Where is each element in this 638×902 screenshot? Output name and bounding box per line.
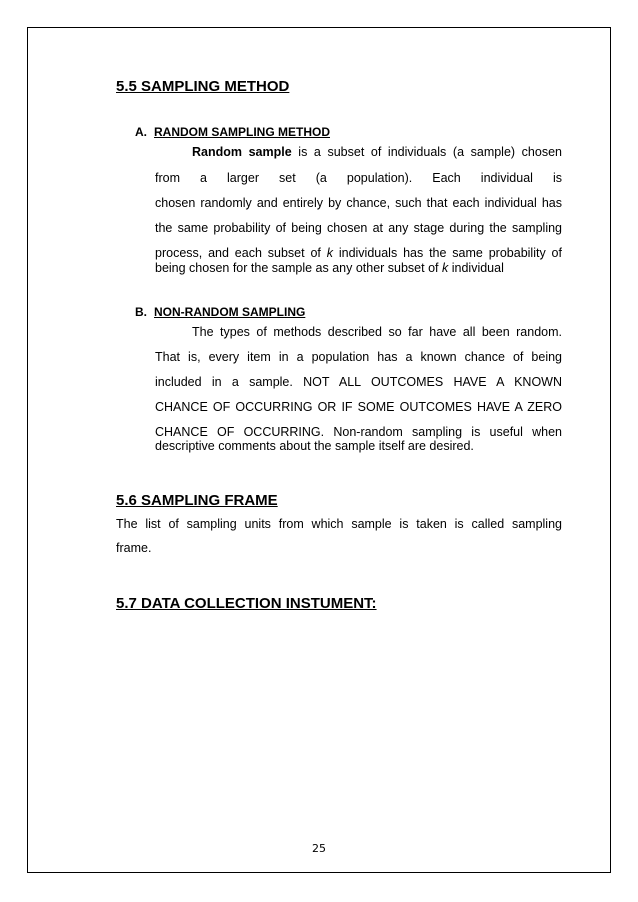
para-b-line-2: That is, every item in a population has a known chance of being — [155, 350, 562, 364]
para-b-line-4: CHANCE OF OCCURRING OR IF SOME OUTCOMES HAVE A ZERO — [155, 400, 562, 414]
para-5-6-line-2: frame. — [116, 541, 152, 555]
para-a-line-3: chosen randomly and entirely by chance, such that each individual has — [155, 196, 562, 210]
subsection-b-title: NON-RANDOM SAMPLING — [154, 305, 306, 319]
section-heading-5-6: 5.6 SAMPLING FRAME — [116, 492, 278, 509]
para-a-line-4: the same probability of being chosen at any stage during the sampling — [155, 221, 562, 235]
para-a-line-1-rest: is a subset of individuals (a sample) chosen — [298, 145, 562, 159]
para-a-line-6-post: individual — [451, 261, 504, 275]
section-heading-5-7: 5.7 DATA COLLECTION INSTUMENT: — [116, 595, 377, 612]
subsection-b-letter: B. — [135, 305, 147, 319]
subsection-a-heading — [135, 125, 330, 139]
subsection-a-title: RANDOM SAMPLING METHOD — [154, 125, 330, 139]
para-5-6-line-1: The list of sampling units from which sample is taken is called sampling — [116, 517, 562, 531]
section-heading-5-5: 5.5 SAMPLING METHOD — [116, 78, 290, 95]
para-b-line-3: included in a sample. NOT ALL OUTCOMES HAVE A KNOWN — [155, 375, 562, 389]
para-a-line-5-pre: process, and each subset of — [155, 246, 321, 260]
para-a-line-5-post: individuals has the same probability of — [338, 246, 562, 260]
para-b-line-6: descriptive comments about the sample itself are desired. — [155, 439, 474, 453]
para-a-line-1 — [192, 145, 562, 159]
para-a-line-2: from a larger set (a population). Each individual is — [155, 171, 562, 185]
para-a-line-6 — [155, 261, 504, 275]
random-sample-term: Random sample — [192, 145, 292, 159]
para-a-line-6-pre: being chosen for the sample as any other subset of — [155, 261, 439, 275]
subsection-a-letter: A. — [135, 125, 147, 139]
subsection-b-heading — [135, 305, 305, 319]
variable-k: k — [442, 261, 449, 275]
para-b-line-1: The types of methods described so far have all been random. — [192, 325, 562, 339]
variable-k: k — [326, 246, 333, 260]
para-a-line-5 — [155, 246, 562, 260]
para-b-line-5: CHANCE OF OCCURRING. Non-random sampling is useful when — [155, 425, 562, 439]
page-number: 25 — [312, 842, 326, 855]
